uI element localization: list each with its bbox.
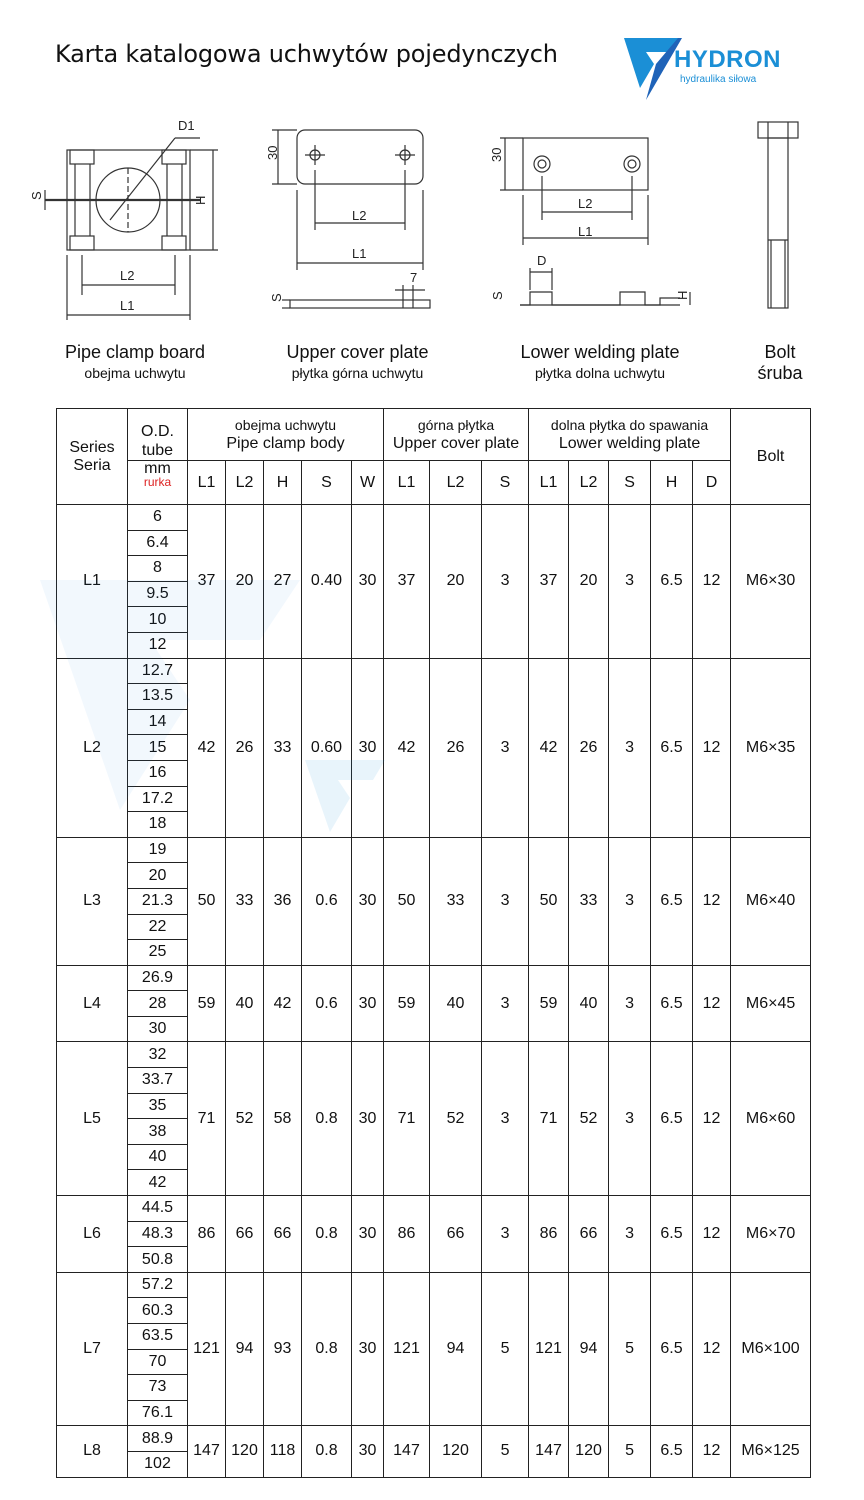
tube-od-cell: 28 [128, 991, 188, 1017]
value-cell-s: 0.6 [302, 965, 352, 1042]
value-cell-l2: 33 [430, 837, 482, 965]
tube-od-cell: 73 [128, 1375, 188, 1401]
value-cell-l1: 59 [188, 965, 226, 1042]
value-cell-s: 5 [482, 1426, 529, 1477]
value-cell-s: 3 [482, 965, 529, 1042]
series-cell: L2 [57, 658, 128, 837]
technical-drawings [0, 110, 864, 383]
value-cell-l2: 94 [430, 1272, 482, 1426]
spec-table [56, 408, 811, 1478]
value-cell-l1: 37 [188, 505, 226, 659]
caption-pipe-clamp [40, 342, 230, 381]
value-cell-l1: 147 [188, 1426, 226, 1477]
tube-od-cell: 21.3 [128, 888, 188, 914]
group2-en: Upper cover plate [392, 434, 520, 452]
tube-od-cell: 25 [128, 940, 188, 966]
tube-od-cell: 13.5 [128, 684, 188, 710]
value-cell-w: 30 [352, 965, 384, 1042]
dim-label-sc: S [490, 291, 505, 300]
group3-pl: dolna płytka do spawania [550, 416, 709, 433]
od-label-2: tube [141, 442, 174, 459]
header-od-unit [128, 461, 188, 505]
value-cell-l1: 147 [529, 1426, 569, 1477]
subheader-s-3: S [302, 461, 352, 505]
value-cell-l1: 50 [188, 837, 226, 965]
dim-label-30a: 30 [265, 145, 280, 160]
subheader-h-2: H [264, 461, 302, 505]
tube-od-cell: 14 [128, 709, 188, 735]
value-cell-h: 6.5 [651, 965, 693, 1042]
value-cell-l1: 42 [529, 658, 569, 837]
tube-od-cell: 10 [128, 607, 188, 633]
bolt-cell: M6×100 [731, 1272, 811, 1426]
value-cell-l2: 20 [430, 505, 482, 659]
value-cell-h: 6.5 [651, 505, 693, 659]
value-cell-d: 12 [693, 1042, 731, 1196]
caption-pl: płytka górna uchwytu [291, 365, 424, 381]
tube-od-cell: 12.7 [128, 658, 188, 684]
group3-en: Lower welding plate [558, 434, 701, 452]
header-od [128, 409, 188, 461]
bolt-cell: M6×60 [731, 1042, 811, 1196]
table-row [57, 1272, 811, 1298]
value-cell-h: 93 [264, 1272, 302, 1426]
value-cell-l2: 40 [430, 965, 482, 1042]
value-cell-h: 27 [264, 505, 302, 659]
value-cell-h: 6.5 [651, 837, 693, 965]
tube-od-cell: 9.5 [128, 581, 188, 607]
tube-od-cell: 70 [128, 1349, 188, 1375]
hydron-logo-icon [622, 34, 682, 104]
value-cell-w: 30 [352, 1426, 384, 1477]
subheader-h-11: H [651, 461, 693, 505]
dim-label-l2: L2 [120, 268, 135, 283]
value-cell-l1: 71 [188, 1042, 226, 1196]
dim-label-d: D [537, 253, 547, 268]
value-cell-d: 12 [693, 837, 731, 965]
value-cell-l2: 66 [430, 1196, 482, 1273]
tube-od-cell: 17.2 [128, 786, 188, 812]
value-cell-s: 3 [609, 658, 651, 837]
value-cell-h: 6.5 [651, 1042, 693, 1196]
value-cell-w: 30 [352, 837, 384, 965]
value-cell-h: 66 [264, 1196, 302, 1273]
drawings-svg [0, 110, 864, 340]
value-cell-l2: 52 [430, 1042, 482, 1196]
value-cell-s: 3 [482, 1042, 529, 1196]
value-cell-l1: 59 [384, 965, 430, 1042]
subheader-s-10: S [609, 461, 651, 505]
table-row [57, 965, 811, 991]
caption-en: Bolt [764, 342, 796, 362]
value-cell-l2: 94 [569, 1272, 609, 1426]
tube-od-cell: 32 [128, 1042, 188, 1068]
value-cell-l1: 121 [384, 1272, 430, 1426]
bolt-cell: M6×125 [731, 1426, 811, 1477]
value-cell-l1: 121 [188, 1272, 226, 1426]
value-cell-w: 30 [352, 1272, 384, 1426]
bolt-cell: M6×40 [731, 837, 811, 965]
value-cell-w: 30 [352, 505, 384, 659]
value-cell-d: 12 [693, 1272, 731, 1426]
tube-od-cell: 63.5 [128, 1324, 188, 1350]
bolt-cell: M6×70 [731, 1196, 811, 1273]
subheader-l1-8: L1 [529, 461, 569, 505]
value-cell-l1: 42 [384, 658, 430, 837]
series-cell: L1 [57, 505, 128, 659]
value-cell-s: 5 [609, 1272, 651, 1426]
value-cell-l2: 33 [569, 837, 609, 965]
value-cell-l1: 71 [384, 1042, 430, 1196]
tube-od-cell: 6 [128, 505, 188, 531]
caption-en: Upper cover plate [286, 342, 429, 362]
series-cell: L3 [57, 837, 128, 965]
value-cell-s: 3 [609, 837, 651, 965]
tube-od-cell: 18 [128, 812, 188, 838]
value-cell-l1: 42 [188, 658, 226, 837]
value-cell-h: 6.5 [651, 1196, 693, 1273]
tube-od-cell: 20 [128, 863, 188, 889]
caption-en: Lower welding plate [520, 342, 680, 362]
value-cell-d: 12 [693, 965, 731, 1042]
value-cell-d: 12 [693, 1426, 731, 1477]
value-cell-l1: 86 [188, 1196, 226, 1273]
table-row [57, 505, 811, 531]
value-cell-h: 6.5 [651, 1272, 693, 1426]
value-cell-l1: 71 [529, 1042, 569, 1196]
caption-pl: śruba [757, 363, 803, 383]
bolt-cell: M6×35 [731, 658, 811, 837]
caption-lower-welding [495, 342, 705, 381]
value-cell-l2: 66 [569, 1196, 609, 1273]
tube-od-cell: 42 [128, 1170, 188, 1196]
value-cell-l2: 26 [569, 658, 609, 837]
subheader-l2-1: L2 [226, 461, 264, 505]
value-cell-s: 3 [609, 505, 651, 659]
subheader-d-12: D [693, 461, 731, 505]
value-cell-l2: 26 [430, 658, 482, 837]
table-row [57, 658, 811, 684]
tube-od-cell: 15 [128, 735, 188, 761]
value-cell-h: 6.5 [651, 1426, 693, 1477]
od-label-rurka: rurka [143, 475, 172, 489]
value-cell-d: 12 [693, 505, 731, 659]
logo-name: HYDRON [674, 46, 782, 73]
od-label-1: O.D. [141, 423, 174, 440]
value-cell-l1: 86 [384, 1196, 430, 1273]
caption-upper-cover [265, 342, 450, 381]
table-row [57, 1196, 811, 1222]
value-cell-l1: 50 [529, 837, 569, 965]
header-pipe-clamp-body [188, 409, 384, 461]
value-cell-l1: 121 [529, 1272, 569, 1426]
value-cell-s: 3 [482, 1196, 529, 1273]
table-row [57, 1042, 811, 1068]
tube-od-cell: 30 [128, 1016, 188, 1042]
dim-label-7: 7 [410, 270, 418, 285]
series-cell: L8 [57, 1426, 128, 1477]
series-label-pl: Seria [73, 456, 111, 474]
caption-pl: obejma uchwytu [84, 365, 186, 381]
value-cell-l2: 120 [430, 1426, 482, 1477]
subheader-l2-6: L2 [430, 461, 482, 505]
subheader-row [57, 461, 811, 505]
dim-label-l2b: L2 [352, 208, 367, 223]
tube-od-cell: 102 [128, 1451, 188, 1477]
dim-label-sb: S [269, 293, 284, 302]
value-cell-h: 6.5 [651, 658, 693, 837]
value-cell-d: 12 [693, 658, 731, 837]
series-cell: L4 [57, 965, 128, 1042]
value-cell-s: 5 [609, 1426, 651, 1477]
value-cell-l2: 33 [226, 837, 264, 965]
value-cell-s: 3 [609, 1042, 651, 1196]
tube-od-cell: 44.5 [128, 1196, 188, 1222]
group1-en: Pipe clamp body [226, 434, 345, 452]
value-cell-l2: 52 [569, 1042, 609, 1196]
tube-od-cell: 57.2 [128, 1272, 188, 1298]
dim-label-l2c: L2 [578, 196, 593, 211]
value-cell-l1: 50 [384, 837, 430, 965]
subheader-l2-9: L2 [569, 461, 609, 505]
dim-label-30b: 30 [489, 147, 504, 162]
tube-od-cell: 35 [128, 1093, 188, 1119]
logo-tagline: hydraulika siłowa [680, 74, 757, 85]
value-cell-s: 0.40 [302, 505, 352, 659]
table-body [57, 505, 811, 1478]
group2-pl: górna płytka [417, 416, 495, 433]
value-cell-l2: 120 [226, 1426, 264, 1477]
value-cell-l1: 37 [529, 505, 569, 659]
header-series [57, 409, 128, 505]
value-cell-d: 12 [693, 1196, 731, 1273]
value-cell-l1: 86 [529, 1196, 569, 1273]
value-cell-s: 3 [609, 965, 651, 1042]
bolt-cell: M6×45 [731, 965, 811, 1042]
subheader-s-7: S [482, 461, 529, 505]
value-cell-l1: 147 [384, 1426, 430, 1477]
value-cell-s: 0.8 [302, 1042, 352, 1196]
value-cell-h: 58 [264, 1042, 302, 1196]
caption-pl: płytka dolna uchwytu [535, 365, 665, 381]
tube-od-cell: 12 [128, 632, 188, 658]
tube-od-cell: 8 [128, 556, 188, 582]
header-bolt: Bolt [731, 409, 811, 505]
value-cell-l2: 52 [226, 1042, 264, 1196]
value-cell-s: 3 [482, 658, 529, 837]
value-cell-s: 0.8 [302, 1426, 352, 1477]
caption-bolt [735, 342, 825, 384]
subheader-l1-0: L1 [188, 461, 226, 505]
subheader-w-4: W [352, 461, 384, 505]
value-cell-h: 118 [264, 1426, 302, 1477]
pipe-clamp-drawing [45, 138, 218, 320]
tube-od-cell: 88.9 [128, 1426, 188, 1452]
dim-label-l1b: L1 [352, 246, 367, 261]
value-cell-s: 3 [609, 1196, 651, 1273]
tube-od-cell: 60.3 [128, 1298, 188, 1324]
upper-cover-drawing [272, 130, 430, 308]
value-cell-s: 0.8 [302, 1272, 352, 1426]
series-cell: L6 [57, 1196, 128, 1273]
value-cell-s: 0.60 [302, 658, 352, 837]
value-cell-w: 30 [352, 658, 384, 837]
value-cell-s: 0.8 [302, 1196, 352, 1273]
value-cell-l2: 26 [226, 658, 264, 837]
series-cell: L5 [57, 1042, 128, 1196]
tube-od-cell: 26.9 [128, 965, 188, 991]
value-cell-s: 3 [482, 505, 529, 659]
bolt-cell: M6×30 [731, 505, 811, 659]
header-upper-cover-plate [384, 409, 529, 461]
value-cell-h: 42 [264, 965, 302, 1042]
lower-welding-drawing [500, 138, 690, 305]
value-cell-w: 30 [352, 1196, 384, 1273]
value-cell-l1: 59 [529, 965, 569, 1042]
series-cell: L7 [57, 1272, 128, 1426]
tube-od-cell: 48.3 [128, 1221, 188, 1247]
tube-od-cell: 16 [128, 760, 188, 786]
tube-od-cell: 76.1 [128, 1400, 188, 1426]
caption-en: Pipe clamp board [64, 342, 206, 362]
dim-label-l1c: L1 [578, 224, 593, 239]
dim-label-s: S [29, 191, 44, 200]
hydron-logo [622, 34, 822, 104]
tube-od-cell: 50.8 [128, 1247, 188, 1273]
bolt-drawing [758, 122, 798, 308]
tube-od-cell: 19 [128, 837, 188, 863]
value-cell-l2: 66 [226, 1196, 264, 1273]
value-cell-l2: 20 [569, 505, 609, 659]
subheader-l1-5: L1 [384, 461, 430, 505]
value-cell-w: 30 [352, 1042, 384, 1196]
value-cell-s: 5 [482, 1272, 529, 1426]
tube-od-cell: 6.4 [128, 530, 188, 556]
value-cell-l2: 40 [569, 965, 609, 1042]
dim-label-l1: L1 [120, 298, 135, 313]
value-cell-h: 33 [264, 658, 302, 837]
header-lower-welding-plate [529, 409, 731, 461]
value-cell-l2: 20 [226, 505, 264, 659]
tube-od-cell: 33.7 [128, 1068, 188, 1094]
table-head [57, 409, 811, 505]
value-cell-l2: 94 [226, 1272, 264, 1426]
value-cell-s: 3 [482, 837, 529, 965]
tube-od-cell: 38 [128, 1119, 188, 1145]
dim-label-h: H [193, 195, 208, 205]
page-title: Karta katalogowa uchwytów pojedynczych [55, 40, 558, 68]
tube-od-cell: 22 [128, 914, 188, 940]
value-cell-l1: 37 [384, 505, 430, 659]
value-cell-h: 36 [264, 837, 302, 965]
value-cell-l2: 120 [569, 1426, 609, 1477]
od-label-unit: mm [144, 460, 171, 477]
table-row [57, 1426, 811, 1452]
group1-pl: obejma uchwytu [234, 416, 337, 433]
tube-od-cell: 40 [128, 1144, 188, 1170]
table-row [57, 837, 811, 863]
value-cell-s: 0.6 [302, 837, 352, 965]
dim-label-hc: H [675, 290, 690, 300]
value-cell-l2: 40 [226, 965, 264, 1042]
series-label-en: Series [69, 438, 115, 456]
dim-label-d1: D1 [178, 118, 195, 133]
